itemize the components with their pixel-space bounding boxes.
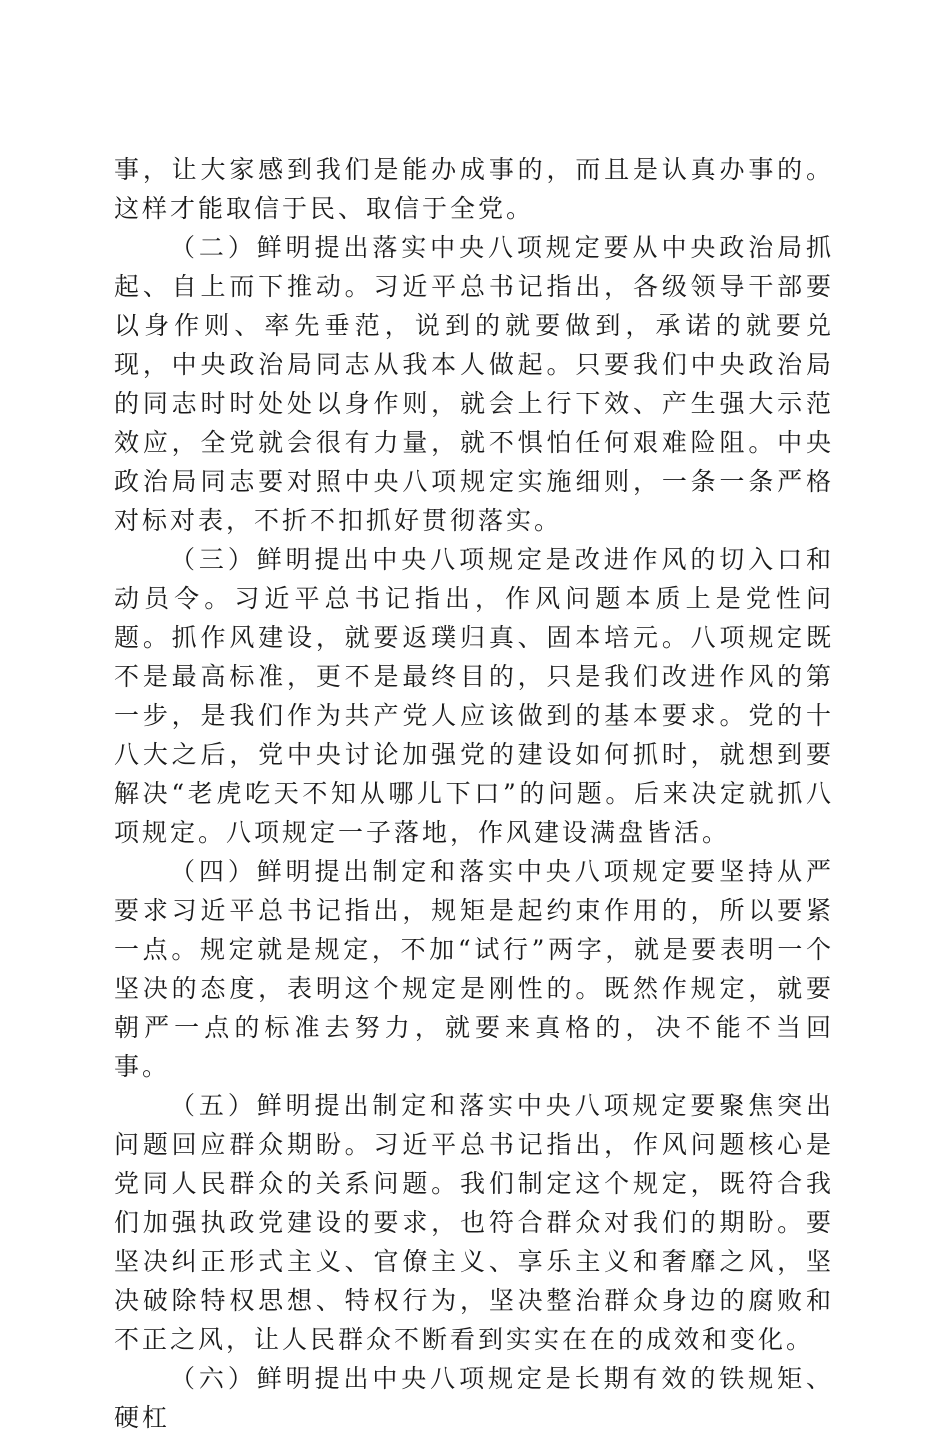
paragraph-section-3: （三）鲜明提出中央八项规定是改进作风的切入口和动员令。习近平总书记指出，作风问题本质上是党性问题。抓作风建设，就要返璞归真、固本培元。八项规定既不是最高标准，更不是最终目的，只是我们改进作风的第一步，是我们作为共产党人应该做到的基本要求。党的十八大之后，党中央讨论加强党的建设如何抓时，就想到要解决“老虎吃天不知从哪儿下口”的问题。后来决定就抓八项规定。八项规定一子落地，作风建设满盘皆活。	[114, 545, 834, 847]
paragraph-section-4: （四）鲜明提出制定和落实中央八项规定要坚持从严要求习近平总书记指出，规矩是起约束作用的，所以要紧一点。规定就是规定，不加“试行”两字，就是要表明一个坚决的态度，表明这个规定是刚性的。既然作规定，就要朝严一点的标准去努力，就要来真格的，决不能不当回事。	[114, 857, 834, 1081]
paragraph-section-5: （五）鲜明提出制定和落实中央八项规定要聚焦突出问题回应群众期盼。习近平总书记指出，作风问题核心是党同人民群众的关系问题。我们制定这个规定，既符合我们加强执政党建设的要求，也符合群众对我们的期盼。要坚决纠正形式主义、官僚主义、享乐主义和奢靡之风，坚决破除特权思想、特权行为，坚决整治群众身边的腐败和不正之风，让人民群众不断看到实实在在的成效和变化。	[114, 1091, 834, 1354]
paragraph-section-6: （六）鲜明提出中央八项规定是长期有效的铁规矩、硬杠	[114, 1364, 834, 1432]
paragraph-continuation: 事，让大家感到我们是能办成事的，而且是认真办事的。这样才能取信于民、取信于全党。	[114, 155, 834, 223]
document-body	[114, 150, 834, 1437]
paragraph-section-2: （二）鲜明提出落实中央八项规定要从中央政治局抓起、自上而下推动。习近平总书记指出，各级领导干部要以身作则、率先垂范，说到的就要做到，承诺的就要兑现，中央政治局同志从我本人做起。只要我们中央政治局的同志时时处处以身作则，就会上行下效、产生强大示范效应，全党就会很有力量，就不惧怕任何艰难险阻。中央政治局同志要对照中央八项规定实施细则，一条一条严格对标对表，不折不扣抓好贯彻落实。	[114, 233, 834, 535]
